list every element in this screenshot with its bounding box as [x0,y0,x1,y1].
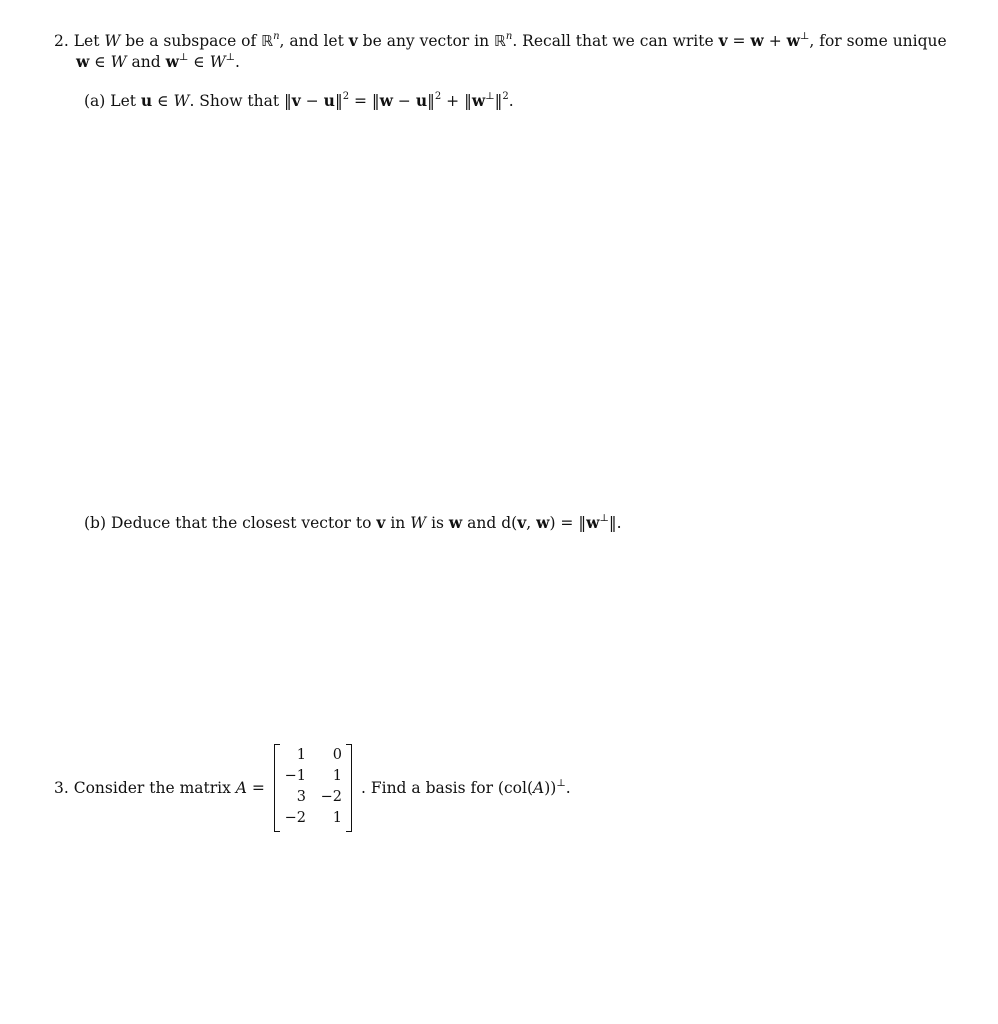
matrix-cell: −2 [320,789,342,805]
q2-part-a: (a) Let u ∈ W. Show that ‖v − u‖$^2$ = ‖w − u‖$^2$ + ‖w⊥‖$^2$. [84,91,514,110]
matrix-cell: 0 [332,747,342,763]
q2-line-2: w ∈ W and w⊥ ∈ W⊥. [76,52,240,71]
matrix-A [274,744,354,832]
matrix-cell: 1 [296,747,306,763]
q3-trail-text: . Find a basis for (col(A))⊥. [361,778,571,797]
part-a-label: (a) [84,92,106,110]
q3-lead-text: 3. Consider the matrix A = [54,779,265,797]
part-b-label: (b) [84,514,107,532]
matrix-right-bracket [346,744,352,832]
q2-part-b: (b) Deduce that the closest vector to v in W is w and d(v, w) = ‖w⊥‖. [84,513,622,532]
matrix-cell: −1 [284,768,306,784]
matrix-cell: 1 [332,810,342,826]
matrix-cell: −2 [284,810,306,826]
matrix-cell: 3 [296,789,306,805]
q3-number: 3. [54,779,69,797]
matrix-cell: 1 [332,768,342,784]
q2-number: 2. [54,32,69,50]
q2-line-1: 2. Let W be a subspace of ℝ$^n$, and let v be any vector in ℝ$^n$. Recall that we can write v = w + w⊥, for some unique [54,31,947,50]
